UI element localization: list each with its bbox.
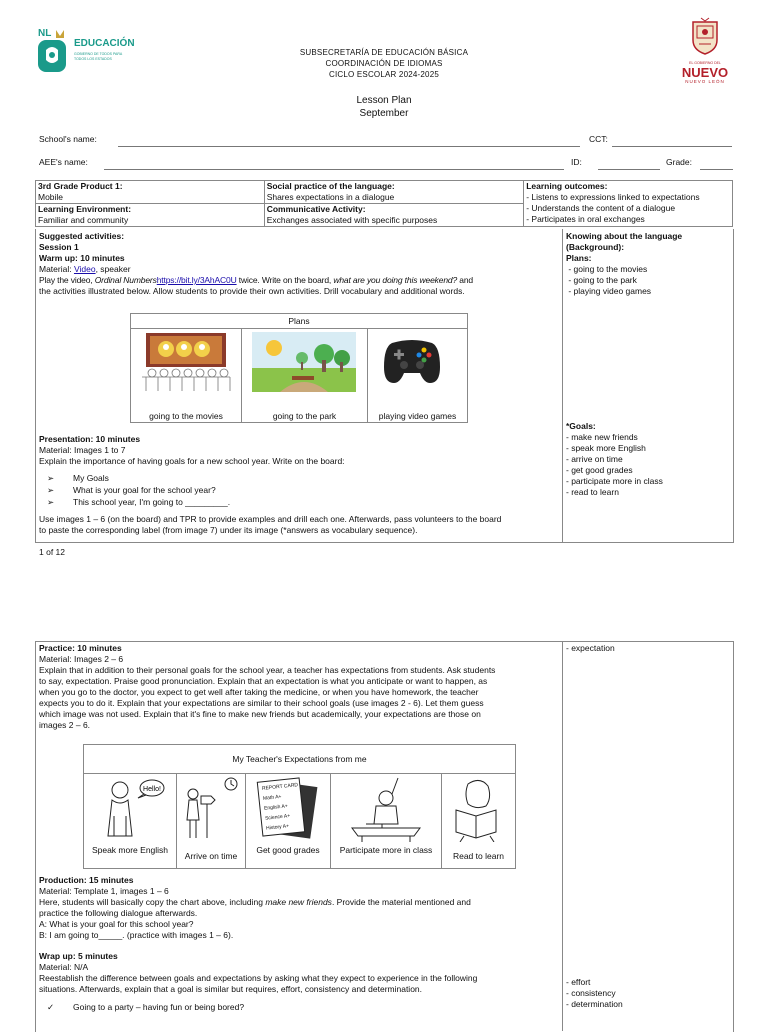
expect-cell — [331, 774, 442, 868]
cct-label: CCT: — [589, 134, 608, 144]
board-question: what are you doing this weekend? — [333, 275, 458, 285]
learning-outcome-item: - Understands the content of a dialogue — [526, 203, 676, 213]
plan-caption: playing video games — [378, 411, 457, 421]
goal-item: - speak more English — [566, 443, 646, 453]
plans-table — [130, 313, 468, 423]
production-material: Material: Template 1, images 1 – 6 — [39, 886, 169, 896]
presentation-explain: Explain the importance of having goals for a new school year. Write on the board: — [39, 456, 345, 466]
logo-nl: NL — [38, 28, 52, 39]
expectation-vocab: - expectation — [566, 643, 615, 653]
plan-cell-games — [368, 329, 467, 422]
board-bullets — [39, 472, 559, 508]
communicative-activity-value: Exchanges associated with specific purposes — [266, 215, 438, 225]
expect-cell — [177, 774, 246, 868]
expect-caption: Arrive on time — [184, 851, 238, 861]
expect-caption: Speak more English — [91, 845, 169, 855]
expectations-table — [83, 744, 516, 869]
practice-paragraph-line: expects you to do it. Explain that your expectations are similar to their school goals (use images 2 - 6). Let them guess — [39, 698, 484, 708]
learning-outcome-item: - Listens to expressions linked to expectations — [526, 192, 700, 202]
lesson-info-table — [35, 180, 733, 227]
plan-cell-park — [242, 329, 368, 422]
school-name-label: School's name: — [39, 134, 97, 144]
expect-cell — [442, 774, 515, 868]
wrapup-vocab-item: - determination — [566, 999, 623, 1009]
hello-bubble-text: Hello! — [143, 786, 161, 793]
use-images-instructions-2: to paste the corresponding label (from image 7) under its image (*answers as vocabulary sequence). — [39, 525, 418, 535]
learning-outcome-item: - Participates in oral exchanges — [526, 214, 645, 224]
report-card-row: English A+ — [263, 803, 289, 812]
game-controller-icon — [382, 333, 442, 389]
expect-caption: Get good grades — [256, 845, 320, 855]
bullet-text: What is your goal for the school year? — [73, 485, 216, 495]
arrow-bullet-icon: ➢ — [47, 473, 55, 483]
plan-vocab-item: - going to the movies — [566, 264, 648, 274]
bullet-text: This school year, I'm going to _________. — [73, 497, 231, 507]
expectations-title: My Teacher's Expectations from me — [84, 745, 515, 774]
checklist-text: Going to a party – having fun or being bored? — [73, 1002, 245, 1012]
wrapup-line-1: Reestablish the difference between goals and expectations by asking what they expect to experience in the following — [39, 973, 478, 983]
expect-caption: Participate more in class — [339, 845, 433, 855]
header-line-3: CICLO ESCOLAR 2024-2025 — [329, 70, 439, 79]
plan-vocab-item: - going to the park — [566, 275, 637, 285]
report-card-row: Math A+ — [262, 793, 282, 802]
nuevo-leon-logo — [672, 16, 738, 82]
dialogue-a: A: What is your goal for this school year? — [39, 919, 194, 929]
practice-paragraph-line: Explain that in addition to their personal goals for the school year, a teacher has expectations from students. Ask students — [39, 665, 496, 675]
logo-nuevo: NUEVO — [681, 65, 729, 80]
practice-paragraph-line: images 2 – 6. — [39, 720, 91, 730]
background-label: (Background): — [566, 242, 625, 252]
logo-educacion: EDUCACIÓN — [74, 38, 135, 49]
id-field[interactable] — [598, 169, 660, 170]
wrapup-vocab-item: - effort — [566, 977, 591, 987]
speaking-child-icon — [98, 776, 168, 842]
bullet-item — [39, 484, 559, 496]
arrow-bullet-icon: ➢ — [47, 485, 55, 495]
report-card-row: History A+ — [265, 823, 290, 832]
video-link[interactable]: Video — [73, 264, 96, 274]
checklist-item — [39, 1002, 558, 1013]
warmup-instructions-2: the activities illustrated below. Allow students to provide their own activities. Drill vocabulary and additional words. — [39, 286, 465, 296]
practice-material: Material: Images 2 – 6 — [39, 654, 124, 664]
wrapup-material: Material: N/A — [39, 962, 89, 972]
logo-educacion-sub: GOBIERNO DE TODOS PARA TODOS LOS ESTADOS — [74, 52, 123, 61]
checkmark-icon: ✓ — [47, 1002, 55, 1012]
expect-caption: Read to learn — [452, 851, 505, 861]
learning-outcomes-label: Learning outcomes: — [526, 181, 608, 191]
product-value: Mobile — [38, 192, 64, 202]
play-text-1: Play the video, — [39, 275, 95, 285]
aee-name-field[interactable] — [104, 169, 564, 170]
session-label: Session 1 — [39, 242, 79, 252]
learning-environment-value: Familiar and community — [38, 215, 129, 225]
coat-of-arms-icon — [685, 16, 725, 56]
knowing-language-label: Knowing about the language — [566, 231, 683, 241]
grade-field[interactable] — [700, 169, 733, 170]
social-practice-value: Shares expectations in a dialogue — [266, 192, 395, 202]
play-text-3: and — [457, 275, 474, 285]
school-name-field[interactable] — [118, 146, 580, 147]
expect-cell — [246, 774, 331, 868]
bullet-item — [39, 496, 559, 508]
page-2-divider — [562, 641, 563, 1031]
document-title: Lesson Plan — [356, 95, 412, 106]
wrapup-vocab-item: - consistency — [566, 988, 616, 998]
practice-label: Practice: 10 minutes — [39, 643, 122, 653]
plans-label: Plans: — [566, 253, 592, 263]
goal-item: - get good grades — [566, 465, 633, 475]
plan-caption: going to the movies — [149, 411, 223, 421]
goal-item: - read to learn — [566, 487, 619, 497]
session-divider — [562, 229, 563, 542]
logo-nuevo-leon: NUEVO LEÓN — [685, 79, 725, 84]
product-label: 3rd Grade Product 1: — [38, 181, 123, 191]
grade-label: Grade: — [666, 157, 692, 167]
arrow-bullet-icon: ➢ — [47, 497, 55, 507]
cct-field[interactable] — [612, 146, 732, 147]
warmup-material — [39, 264, 559, 275]
education-logo — [36, 28, 136, 78]
video-url-link[interactable]: https://bit.ly/3AhAC0U — [156, 275, 237, 285]
document-subtitle: September — [359, 108, 409, 119]
production-line-1 — [39, 897, 558, 908]
play-text-2: twice. Write on the board, — [236, 275, 334, 285]
logo-gobierno-del: EL GOBIERNO DEL — [689, 61, 721, 65]
goal-item: - make new friends — [566, 432, 638, 442]
raising-hand-icon — [346, 776, 426, 842]
header-line-2: COORDINACIÓN DE IDIOMAS — [325, 59, 443, 68]
wrapup-label: Wrap up: 5 minutes — [39, 951, 118, 961]
practice-paragraph-line: to say, expectation. Praise good pronunciation. Explain that an expectation is what you anticipate or want to happen, as — [39, 676, 488, 686]
bullet-text: My Goals — [73, 473, 109, 483]
material-prefix: Material: — [39, 264, 74, 274]
page-number: 1 of 12 — [39, 547, 65, 557]
goal-item: - participate more in class — [566, 476, 663, 486]
plans-title: Plans — [131, 314, 467, 329]
wrapup-line-2: situations. Afterwards, explain that a goal is similar but requires, effort, consistency and determination. — [39, 984, 423, 994]
plan-caption: going to the park — [272, 411, 337, 421]
presentation-label: Presentation: 10 minutes — [39, 434, 141, 444]
communicative-activity-label: Communicative Activity: — [266, 204, 366, 214]
warmup-label: Warm up: 10 minutes — [39, 253, 125, 263]
movie-theater-icon — [136, 333, 236, 401]
clock-arrival-icon — [181, 776, 243, 842]
dialogue-b: B: I am going to_____. (practice with images 1 – 6). — [39, 930, 234, 940]
production-text: Here, students will basically copy the chart above, including — [39, 897, 266, 907]
report-card-title: REPORT CARD — [261, 782, 299, 792]
practice-paragraph-line: when you go to the doctor, you expect to get well after taking the medicine, or when you have homework, the teacher — [39, 687, 479, 697]
goal-item: - arrive on time — [566, 454, 623, 464]
bullet-item — [39, 472, 559, 484]
expect-cell — [84, 774, 177, 868]
goals-label: *Goals: — [566, 421, 596, 431]
plan-vocab-item: - playing video games — [566, 286, 652, 296]
report-card-row: Science A+ — [264, 813, 291, 822]
suggested-activities-label: Suggested activities: — [39, 231, 125, 241]
production-text: . Provide the material mentioned and — [331, 897, 471, 907]
report-card-icon — [254, 776, 320, 842]
use-images-instructions: Use images 1 – 6 (on the board) and TPR to provide examples and drill each one. Afterwards, pass volunteers to the board — [39, 514, 502, 524]
id-label: ID: — [571, 157, 582, 167]
production-line-2: practice the following dialogue afterwards. — [39, 908, 198, 918]
aee-name-label: AEE's name: — [39, 157, 88, 167]
production-label: Production: 15 minutes — [39, 875, 134, 885]
social-practice-label: Social practice of the language: — [266, 181, 395, 191]
presentation-material: Material: Images 1 to 7 — [39, 445, 126, 455]
plan-cell-movies — [131, 329, 242, 422]
material-suffix: , speaker — [95, 264, 131, 274]
reading-child-icon — [446, 776, 508, 842]
park-icon — [252, 332, 356, 392]
ordinal-numbers-title: Ordinal Numbers — [94, 275, 157, 285]
practice-paragraph-line: which image was not used. Explain that it's fine to make new friends but academically, your expectations are those on — [39, 709, 481, 719]
warmup-instructions — [39, 275, 559, 286]
learning-environment-label: Learning Environment: — [38, 204, 132, 214]
make-new-friends-italic: make new friends — [265, 897, 332, 907]
header-line-1: SUBSECRETARÍA DE EDUCACIÓN BÁSICA — [299, 48, 469, 57]
